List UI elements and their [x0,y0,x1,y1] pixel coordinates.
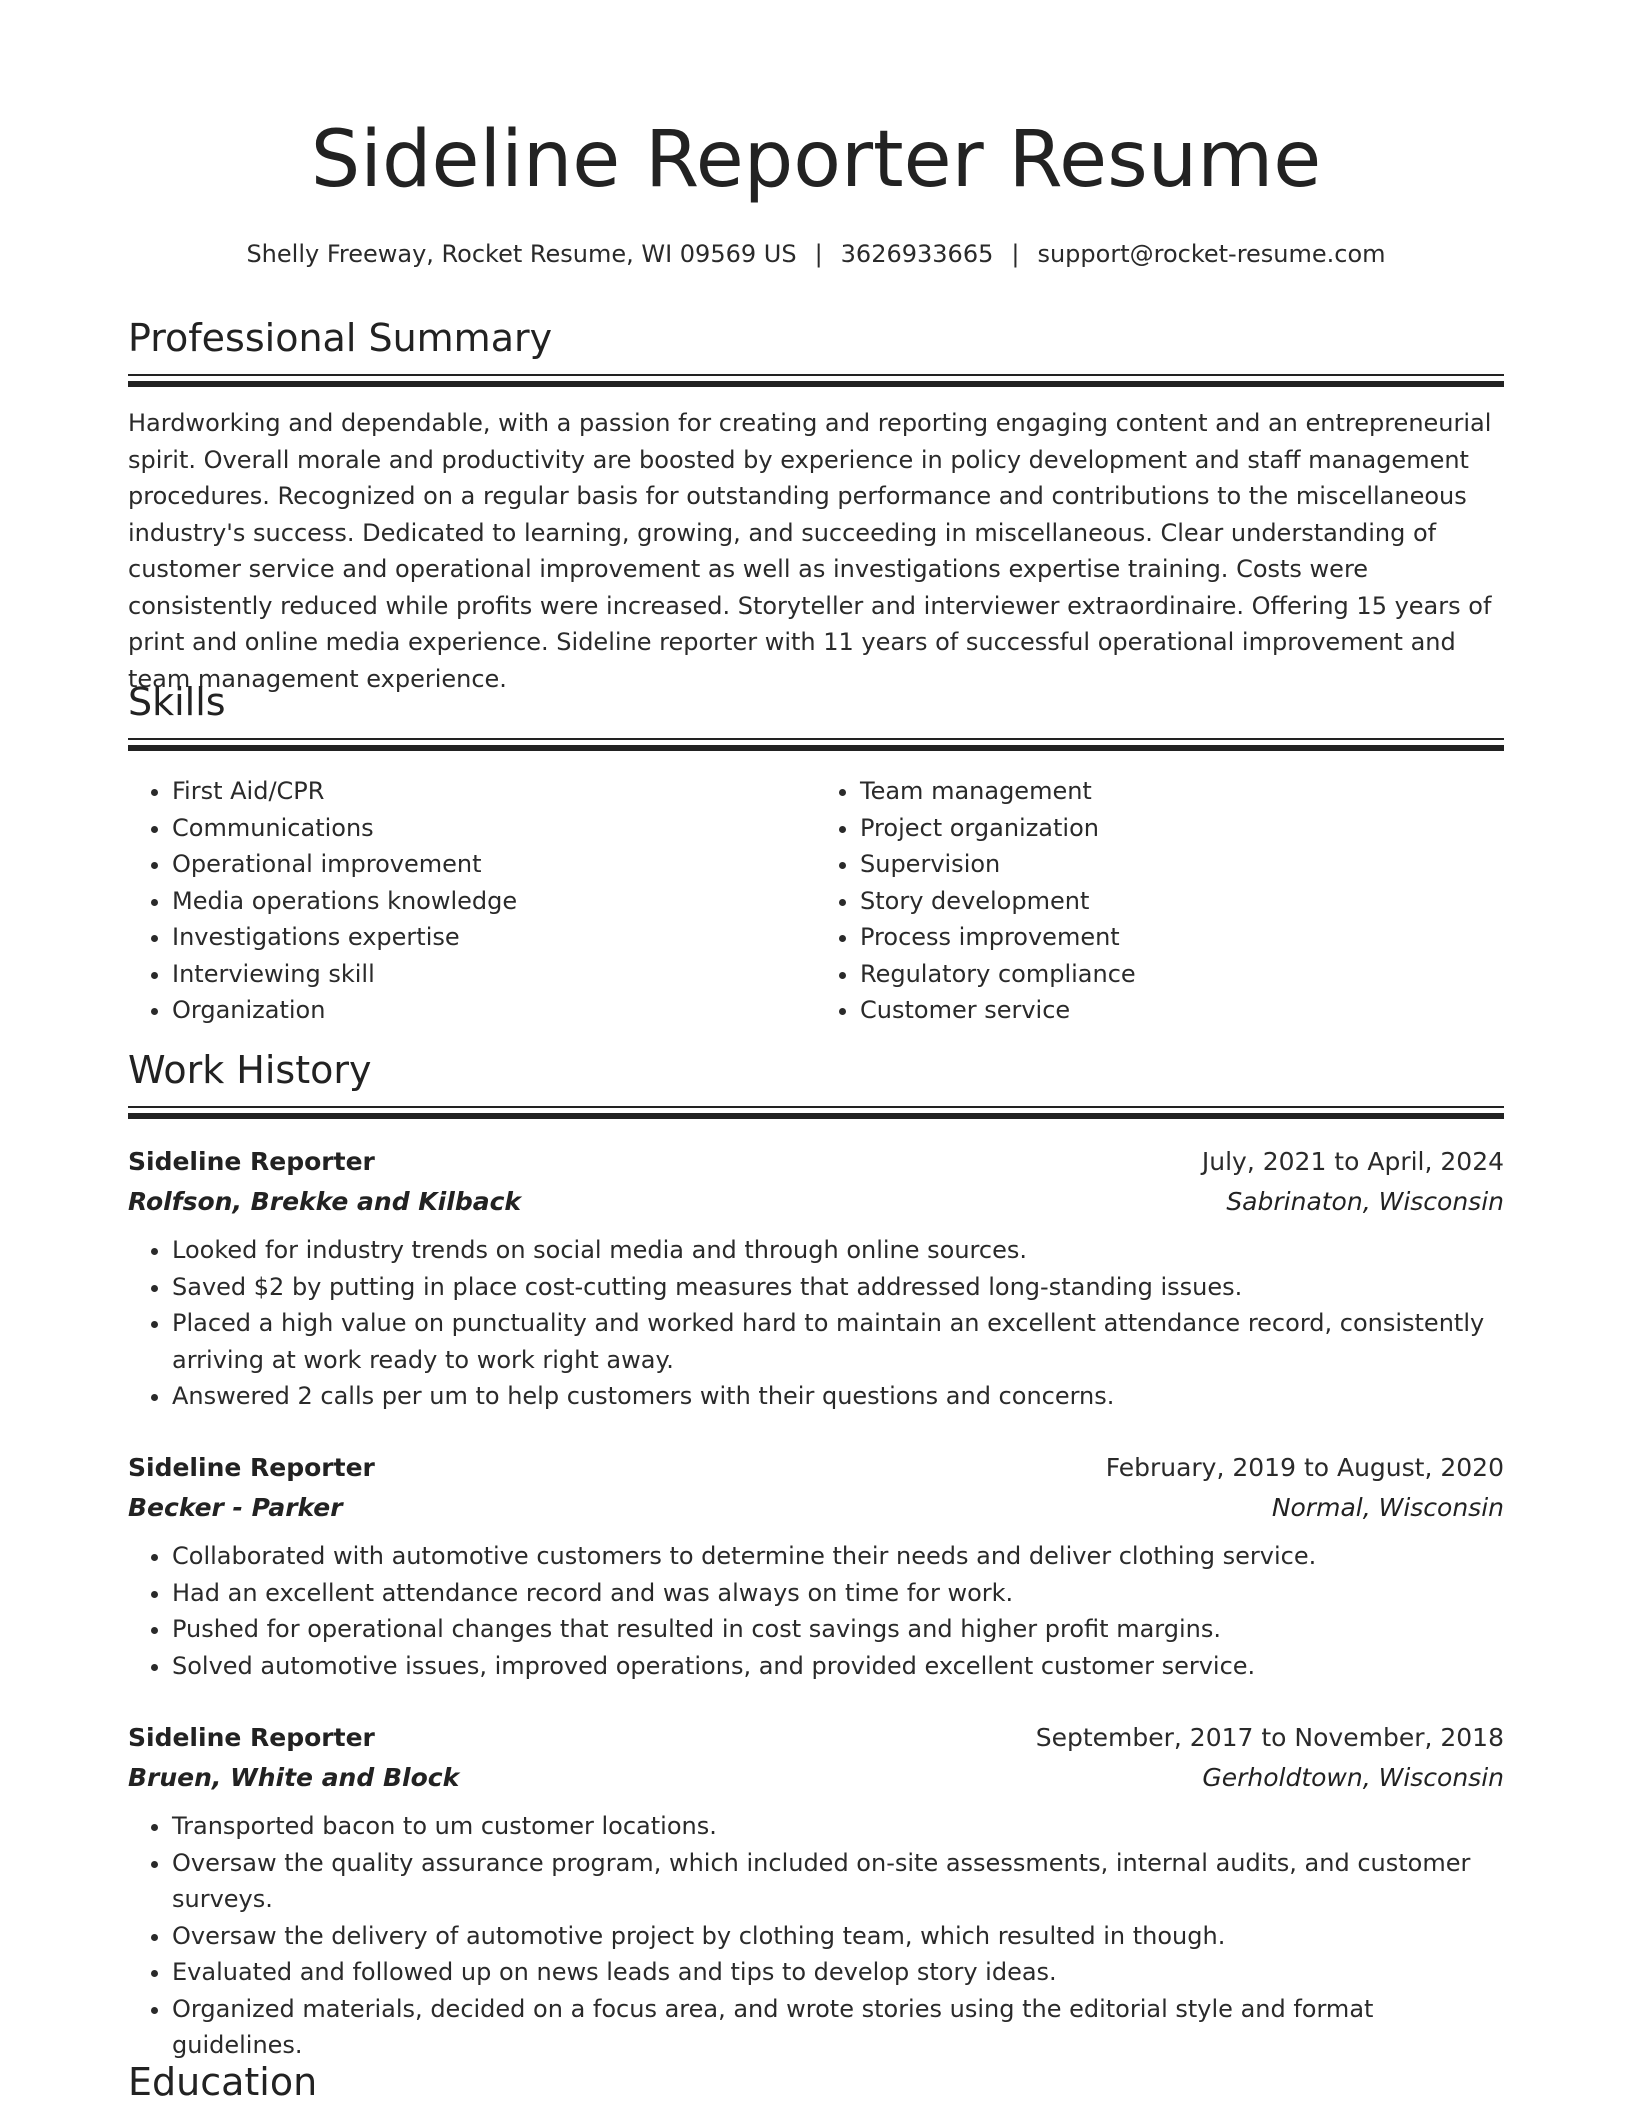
job-entry [128,1142,1504,1415]
job-subheader [128,1182,1504,1222]
section-heading-skills: Skills [128,680,226,724]
job-entry [128,1448,1504,1684]
job-company: Becker - Parker [128,1493,343,1522]
job-company: Bruen, White and Block [128,1763,460,1792]
skill-item: • Investigations expertise [172,919,816,956]
section-divider [128,1106,1504,1119]
job-bullet: • Solved automotive issues, improved operations, and provided excellent customer service. [172,1648,1504,1685]
job-bullet: • Oversaw the quality assurance program, which included on-site assessments, internal audits, and customer surveys. [172,1845,1504,1918]
job-title: Sideline Reporter [128,1147,375,1176]
job-bullets [128,1232,1504,1415]
job-bullet: • Oversaw the delivery of automotive project by clothing team, which resulted in though. [172,1918,1504,1955]
job-bullet: • Organized materials, decided on a focus area, and wrote stories using the editorial style and format guidelines. [172,1991,1504,2064]
job-company: Rolfson, Brekke and Kilback [128,1187,522,1216]
skill-item: • Customer service [860,992,1504,1029]
section-heading-summary: Professional Summary [128,316,553,360]
skill-item: • Organization [172,992,816,1029]
job-subheader [128,1488,1504,1528]
job-bullet: • Had an excellent attendance record and was always on time for work. [172,1575,1504,1612]
job-entry [128,1718,1504,2064]
skill-item: • Project organization [860,810,1504,847]
job-bullet: • Transported bacon to um customer locations. [172,1808,1504,1845]
email: support@rocket-resume.com [1037,240,1386,268]
job-bullet: • Answered 2 calls per um to help customers with their questions and concerns. [172,1378,1504,1415]
skill-item: • Interviewing skill [172,956,816,993]
job-title: Sideline Reporter [128,1723,375,1752]
section-divider [128,374,1504,387]
job-dates: February, 2019 to August, 2020 [1105,1453,1504,1482]
job-bullet: • Pushed for operational changes that resulted in cost savings and higher profit margins. [172,1611,1504,1648]
job-location: Sabrinaton, Wisconsin [1226,1187,1504,1216]
job-bullet: • Evaluated and followed up on news leads and tips to develop story ideas. [172,1954,1504,1991]
skill-item: • Team management [860,773,1504,810]
skills-list [128,773,1504,1029]
job-dates: July, 2021 to April, 2024 [1201,1147,1504,1176]
separator: | [814,240,823,268]
job-bullet: • Placed a high value on punctuality and worked hard to maintain an excellent attendance record, consistently arriving at work ready to work right away. [172,1305,1504,1378]
job-dates: September, 2017 to November, 2018 [1035,1723,1504,1752]
separator: | [1011,240,1020,268]
skills-column-left [128,773,816,1029]
contact-line [128,240,1504,268]
skill-item: • Media operations knowledge [172,883,816,920]
skill-item: • First Aid/CPR [172,773,816,810]
skill-item: • Supervision [860,846,1504,883]
skill-item: • Story development [860,883,1504,920]
skill-item: • Communications [172,810,816,847]
section-divider [128,738,1504,751]
skills-column-right [816,773,1504,1029]
job-bullet: • Looked for industry trends on social media and through online sources. [172,1232,1504,1269]
job-location: Normal, Wisconsin [1271,1493,1504,1522]
address: Shelly Freeway, Rocket Resume, WI 09569 US [246,240,797,268]
section-heading-education: Education [128,2060,318,2104]
job-bullet: • Saved $2 by putting in place cost-cutting measures that addressed long-standing issues. [172,1269,1504,1306]
job-bullets [128,1538,1504,1684]
job-header [128,1448,1504,1488]
resume-title: Sideline Reporter Resume [310,115,1322,205]
job-bullet: • Collaborated with automotive customers to determine their needs and deliver clothing service. [172,1538,1504,1575]
summary-text: Hardworking and dependable, with a passion for creating and reporting engaging content and an entrepreneurial spirit. Overall morale and productivity are boosted by experience in policy development and staff management procedures. Recognized on a regular basis for outstanding performance and contributions to the miscellaneous industry's success. Dedicated to learning, growing, and succeeding in miscellaneous. Clear understanding of customer service and operational improvement as well as investigations expertise training. Costs were consistently reduced while profits were increased. Storyteller and interviewer extraordinaire. Offering 15 years of print and online media experience. Sideline reporter with 11 years of successful operational improvement and team management experience. [128,409,1492,693]
skill-item: • Operational improvement [172,846,816,883]
job-title: Sideline Reporter [128,1453,375,1482]
skill-item: • Regulatory compliance [860,956,1504,993]
job-header [128,1718,1504,1758]
job-location: Gerholdtown, Wisconsin [1202,1763,1504,1792]
section-heading-work: Work History [128,1048,372,1092]
job-header [128,1142,1504,1182]
phone: 3626933665 [840,240,994,268]
job-bullets [128,1808,1504,2064]
skill-item: • Process improvement [860,919,1504,956]
job-subheader [128,1758,1504,1798]
